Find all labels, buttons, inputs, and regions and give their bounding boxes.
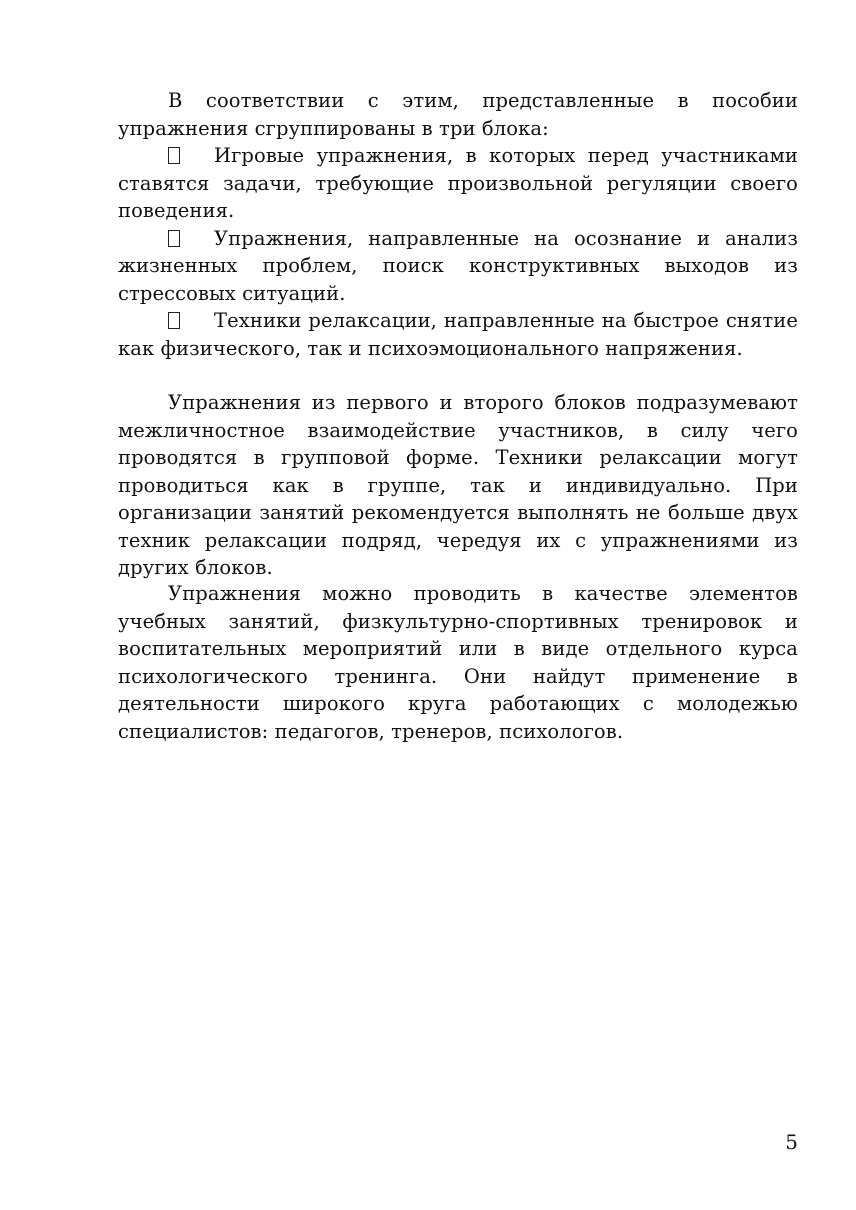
- intro-paragraph: В соответствии с этим, представленные в пособии упражнения сгруппированы в три блока:: [118, 89, 798, 140]
- bullet-text-1: Игровые упражнения, в которых перед участниками ставятся задачи, требующие произвольной регуляции своего поведения.: [118, 144, 798, 222]
- bullet-item-2: [118, 225, 798, 308]
- second-paragraph: Упражнения из первого и второго блоков подразумевают межличностное взаимодействие участников, в силу чего проводятся в групповой форме. Техники релаксации могут проводиться как в группе, так и индивидуально. При организации занятий рекомендуется выполнять не больше двух техник релаксации подряд, чередуя их с упражнениями из других блоков.: [118, 391, 798, 579]
- square-bullet-icon: [168, 230, 180, 247]
- intro-section: [118, 87, 798, 362]
- third-paragraph: Упражнения можно проводить в качестве элементов учебных занятий, физкультурно-спортивных тренировок и воспитательных мероприятий или в виде отдельного курса психологического тренинга. Они найдут применение в деятельности широкого круга работающих с молодежью специалистов: педагогов, тренеров, психологов.: [118, 582, 798, 743]
- page-number: 5: [785, 1130, 798, 1154]
- bullet-text-2: Упражнения, направленные на осознание и анализ жизненных проблем, поиск конструктивных выходов из стрессовых ситуаций.: [118, 226, 798, 305]
- square-bullet-icon: [168, 147, 180, 164]
- square-bullet-icon: [168, 312, 180, 329]
- third-section: [118, 580, 798, 745]
- bullet-text-3: Техники релаксации, направленные на быстрое снятие как физического, так и психоэмоционального напряжения.: [118, 309, 798, 360]
- bullet-item-3: [118, 307, 798, 362]
- second-section: [118, 389, 798, 582]
- bullet-item-1: [118, 142, 798, 225]
